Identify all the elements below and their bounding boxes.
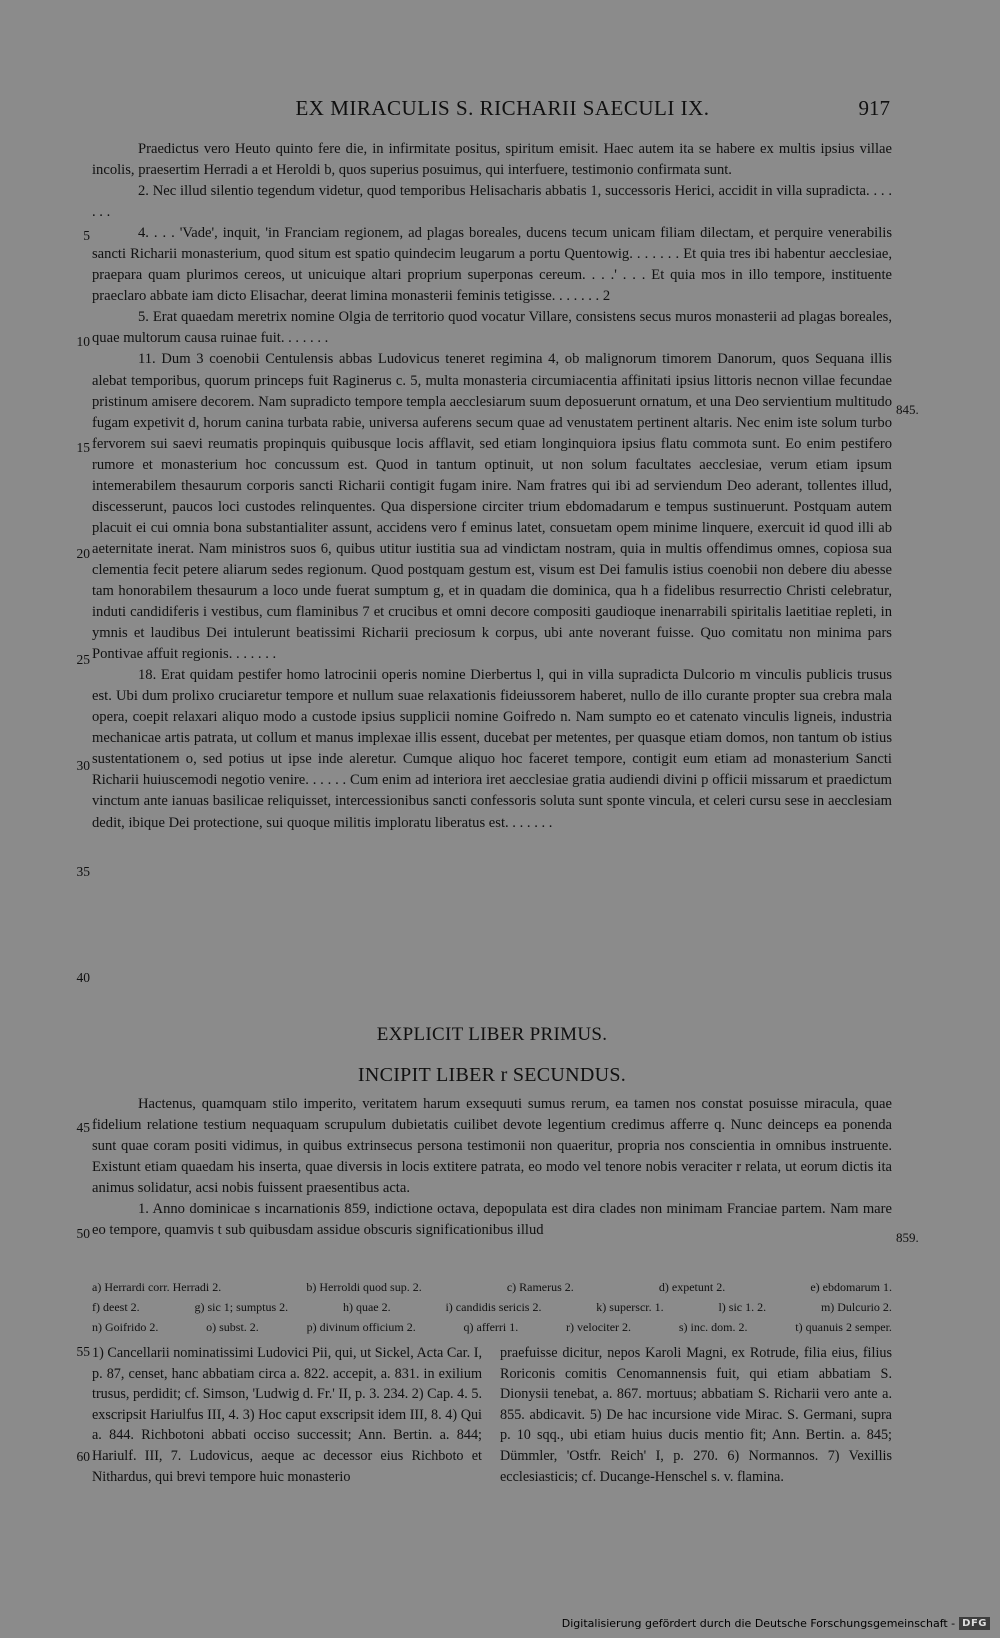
running-title: EX MIRACULIS S. RICHARII SAECULI IX. [295,96,710,120]
line-number: 30 [76,758,90,773]
paragraph-hactenus: Hactenus, quamquam stilo imperito, veritatem harum exsequuti sumus rerum, ea tamen nos constat posuisse miracula, quae fidelium relatione testium nequaquam scrupulum dubietatis cuilibet devote legentium credimus afferre q. Nunc deinceps ea ponenda sunt quae coram positi vidimus, in quibus extrinsecus persona testimonii non quaeritur, propria nos conscientia in omnibus instruente. Existunt etiam quaedam his inserta, quae diversis in locis extitere patrata, eo modo vel tenore nobis veraciter r relata, ut eorum dictis ita animus solidatur, acsi nobis fuissent praesentibus acta. [92,1096,892,1197]
apparatus-note: o) subst. 2. [206,1320,259,1334]
dfg-logo: DFG [959,1617,990,1630]
line-number: 45 [76,1120,90,1135]
apparatus-note: p) divinum officium 2. [306,1320,416,1334]
apparatus-row [92,1317,892,1337]
apparatus-note: d) expetunt 2. [658,1280,726,1294]
apparatus-note: i) candidis sericis 2. [445,1300,542,1314]
footnote-text: 1) Cancellarii nominatissimi Ludovici Pii, qui, ut Sickel, Acta Car. I, p. 87, censet, hanc abbatiam circa a. 822. accepit, a. 831. in exilium trusus, perdidit; cf. Simson, 'Ludwig d. Fr.' II, p. 3. 234. 2) Cap. 4. 5. exscripsit Hariulfus III, 4. 3) Hoc caput exscripsit idem III, 8. 4) Qui a. 844. Richbotoni abbati occiso successit; Ann. Bertin. a. 844; Hariulf. III, 7. Ludovicus, aeque ac decessor eius Richboto et Nithardus, qui brevi tempore huic monasterio [92,1345,482,1485]
line-number: 55 [76,1344,90,1359]
line-number: 40 [76,970,90,985]
footnotes-left-column [92,1343,482,1487]
apparatus-note: r) velociter 2. [566,1320,632,1334]
heading-incipit: INCIPIT LIBER r SECUNDUS. [357,1064,627,1086]
footnotes-right-column [500,1343,892,1487]
page-number: 917 [858,96,890,120]
margin-year: 845. [896,402,919,417]
apparatus-note: g) sic 1; sumptus 2. [194,1300,289,1314]
heading-explicit: EXPLICIT LIBER PRIMUS. [376,1024,608,1045]
line-number: 15 [76,440,90,455]
paragraph-2: 2. Nec illud silentio tegendum videtur, quod temporibus Helisacharis abbatis 1, successoris Herici, accidit in villa supradicta. . . . . . . [92,183,892,221]
apparatus-note: l) sic 1. 2. [718,1300,767,1314]
apparatus-note: n) Goifrido 2. [92,1320,159,1334]
line-number: 5 [83,228,90,243]
line-number: 35 [76,864,90,879]
apparatus-note: e) ebdomarum 1. [810,1280,892,1294]
apparatus-note: t) quanuis 2 semper. [795,1320,892,1334]
apparatus-note: h) quae 2. [342,1300,391,1314]
line-number: 60 [76,1449,90,1464]
paragraph-4: 4. . . . 'Vade', inquit, 'in Franciam regionem, ad plagas boreales, ducens tecum unicam filiam dilectam, et perquire venerabilis sancti Richarii monasterium, quod situm est spatio quindecim leugarum a portu Quentowig. . . . . . . Et quia tres ibi habentur aecclesiae, praepara quam plurimos cereos, ut unicuique altari proprium superponas cereum. . . .' . . . Et quia mos in illo tempore, instituente praeclaro abbate iam dicto Elisachar, deerat limina monasterii feminis tetigisse. . . . . . . 2 [92,225,892,305]
paragraph-anno-859: 1. Anno dominicae s incarnationis 859, indictione octava, depopulata est dira clades non minimam Franciae partem. Nam mare eo tempore, quamvis t sub quibusdam assidue obscuris significationibus illud [92,1201,892,1239]
apparatus-note: c) Ramerus 2. [506,1280,574,1294]
credit-text: Digitalisierung gefördert durch die Deutsche Forschungsgemeinschaft - [561,1617,956,1630]
critical-apparatus [92,1277,892,1337]
running-header [115,96,890,126]
paragraph-5: 5. Erat quaedam meretrix nomine Olgia de territorio quod vocatur Villare, consistens secus muros monasterii ad plagas boreales, quae multorum causa ruinae fuit. . . . . . . [92,309,892,347]
line-number: 50 [76,1226,90,1241]
paragraph-heuto: Praedictus vero Heuto quinto fere die, in infirmitate positus, spiritum emisit. Haec autem ita se habere ex multis ipsius villae incolis, praesertim Herradi a et Heroldi b, quos superius posuimus, qui interfuere, testimonio confirmata sunt. [92,141,892,179]
apparatus-note: k) superscr. 1. [596,1300,664,1314]
apparatus-note: s) inc. dom. 2. [678,1320,748,1334]
line-number: 25 [76,652,90,667]
margin-year: 859. [896,1230,919,1245]
apparatus-note: a) Herrardi corr. Herradi 2. [92,1280,222,1294]
paragraph-11: 11. Dum 3 coenobii Centulensis abbas Ludovicus teneret regimina 4, ob malignorum timorem Danorum, quos Sequana illis alebat temporibus, quorum princeps fuit Raginerus c. 5, multa monasteria circumiacentia affinitati ipsius littoris necnon villae fecundae pristinum amisere decorem. Nam supradicto tempore templa aecclesiarum suum deposuerunt ornatum, et una Deo servientium multitudo fugam expetivit d, horum canina turbata rabie, universa auferens secum quae ad venustatem pertinent altaris. Nec enim iste solum turbo fervorem sui saevi reumatis propinquis quibusque locis afflavit, sed etiam longinquiora ipsius flatu commota sunt. Eo enim pestifero rumore et monasterium hoc concussum est. Quod in tantum optinuit, ut non solum facultates aecclesiae, verum etiam ipsum intemerabilem thesaurum corporis sancti Richarii contigit fugam inire. Nam fratres qui ibi ad serviendum Deo aderant, tollentes illud, discesserunt, paucos loci custodes relinquentes. Qua dispersione circiter trium ebdomadarum e tempus sustinuerunt. Postquam autem placuit ei cui omnia bona substantialiter assunt, accidens vero f eminus latet, consuetam opem minime linquere, exercuit id quod illi ab aeternitate inerat. Nam ministros suos 6, quibus utitur iustitia sua ad vindictam nostram, quia in multis offendimus omnes, copiosa sua clementia fecit petere aliarum sedes regionum. Quod postquam gestum est, visum est Dei famulis istius coenobii non debere diu abesse tam honorabilem thesaurum a loco unde fuerat sumptum g, et in quadam die dominica, qua h a fidelibus resurrectio Christi celebratur, induti candidiferis i vestibus, cum flaminibus 7 et crucibus et omni decore compositi gaudioque inenarrabili spiritalis laetitiae repleti, in ymnis et laudibus Dei intulerunt beatissimi Richarii preciosum k corpus, ubi ante noverant fuisse. Quo comitatu non minima pars Pontivae affuit regionis. . . . . . . [92,351,892,663]
book-two-text-block [92,1094,892,1241]
line-number: 10 [76,334,90,349]
apparatus-note: b) Herroldi quod sup. 2. [306,1280,422,1294]
apparatus-note: f) deest 2. [92,1300,140,1314]
apparatus-note: q) afferri 1. [463,1320,519,1334]
apparatus-row [92,1297,892,1317]
paragraph-18: 18. Erat quidam pestifer homo latrocinii operis nomine Dierbertus l, qui in villa supradicta Dulcorio m vinculis publicis trusus est. Ubi dum prolixo cruciaretur tempore et nullum suae relaxationis fideiussorem haberet, nullo de illo curante propter sua crebra mala opera, coepit relaxari aliquo modo a custode ipsius supplicii nomine Goifredo n. Nam sumpto eo et catenato vinculis ligneis, industria mechanicae artis patrata, ut collum et manus implexae illis essent, ducebat per metentes, per quasque etiam domos, non tantum ob istius sustentationem o, sed potius ut ipse inde aleretur. Cumque aliquo hoc faceret tempore, contigit eum etiam ad monasterium Sancti Richarii huiuscemodi negotio venire. . . . . . Cum enim ad interiora iret aecclesiae gratia audiendi divini p officii missarum et praedictum vinctum ante ianuas basilicae reliquisset, intercessionibus sancti confessoris soluta sunt sponte vincula, et celeri cursu sese in aecclesiam dedit, ibique Dei protectione, sui quoque militis imploratu liberatus est. . . . . . . [92,667,892,831]
apparatus-row [92,1277,892,1297]
footnote-text: praefuisse dicitur, nepos Karoli Magni, ex Rotrude, filia eius, filius Roriconis comitis Cenomannensis fuit, qui etiam abbatiam S. Dionysii tenebat, a. 867. mortuus; abbatiam S. Richarii vero ante a. 855. abdicavit. 5) De hac incursione vide Mirac. S. Germani, supra p. 10 sqq., ubi etiam huius ducis mentio fit; Ann. Bertin. a. 845; Dümmler, 'Ostfr. Reich' I, p. 270. 6) Normannos. 7) Vexillis ecclesiasticis; cf. Ducange-Henschel s. v. flamina. [500,1345,892,1485]
main-text-block [92,139,892,834]
digitization-credit [562,1617,990,1630]
line-number: 20 [76,546,90,561]
apparatus-note: m) Dulcurio 2. [820,1300,892,1314]
